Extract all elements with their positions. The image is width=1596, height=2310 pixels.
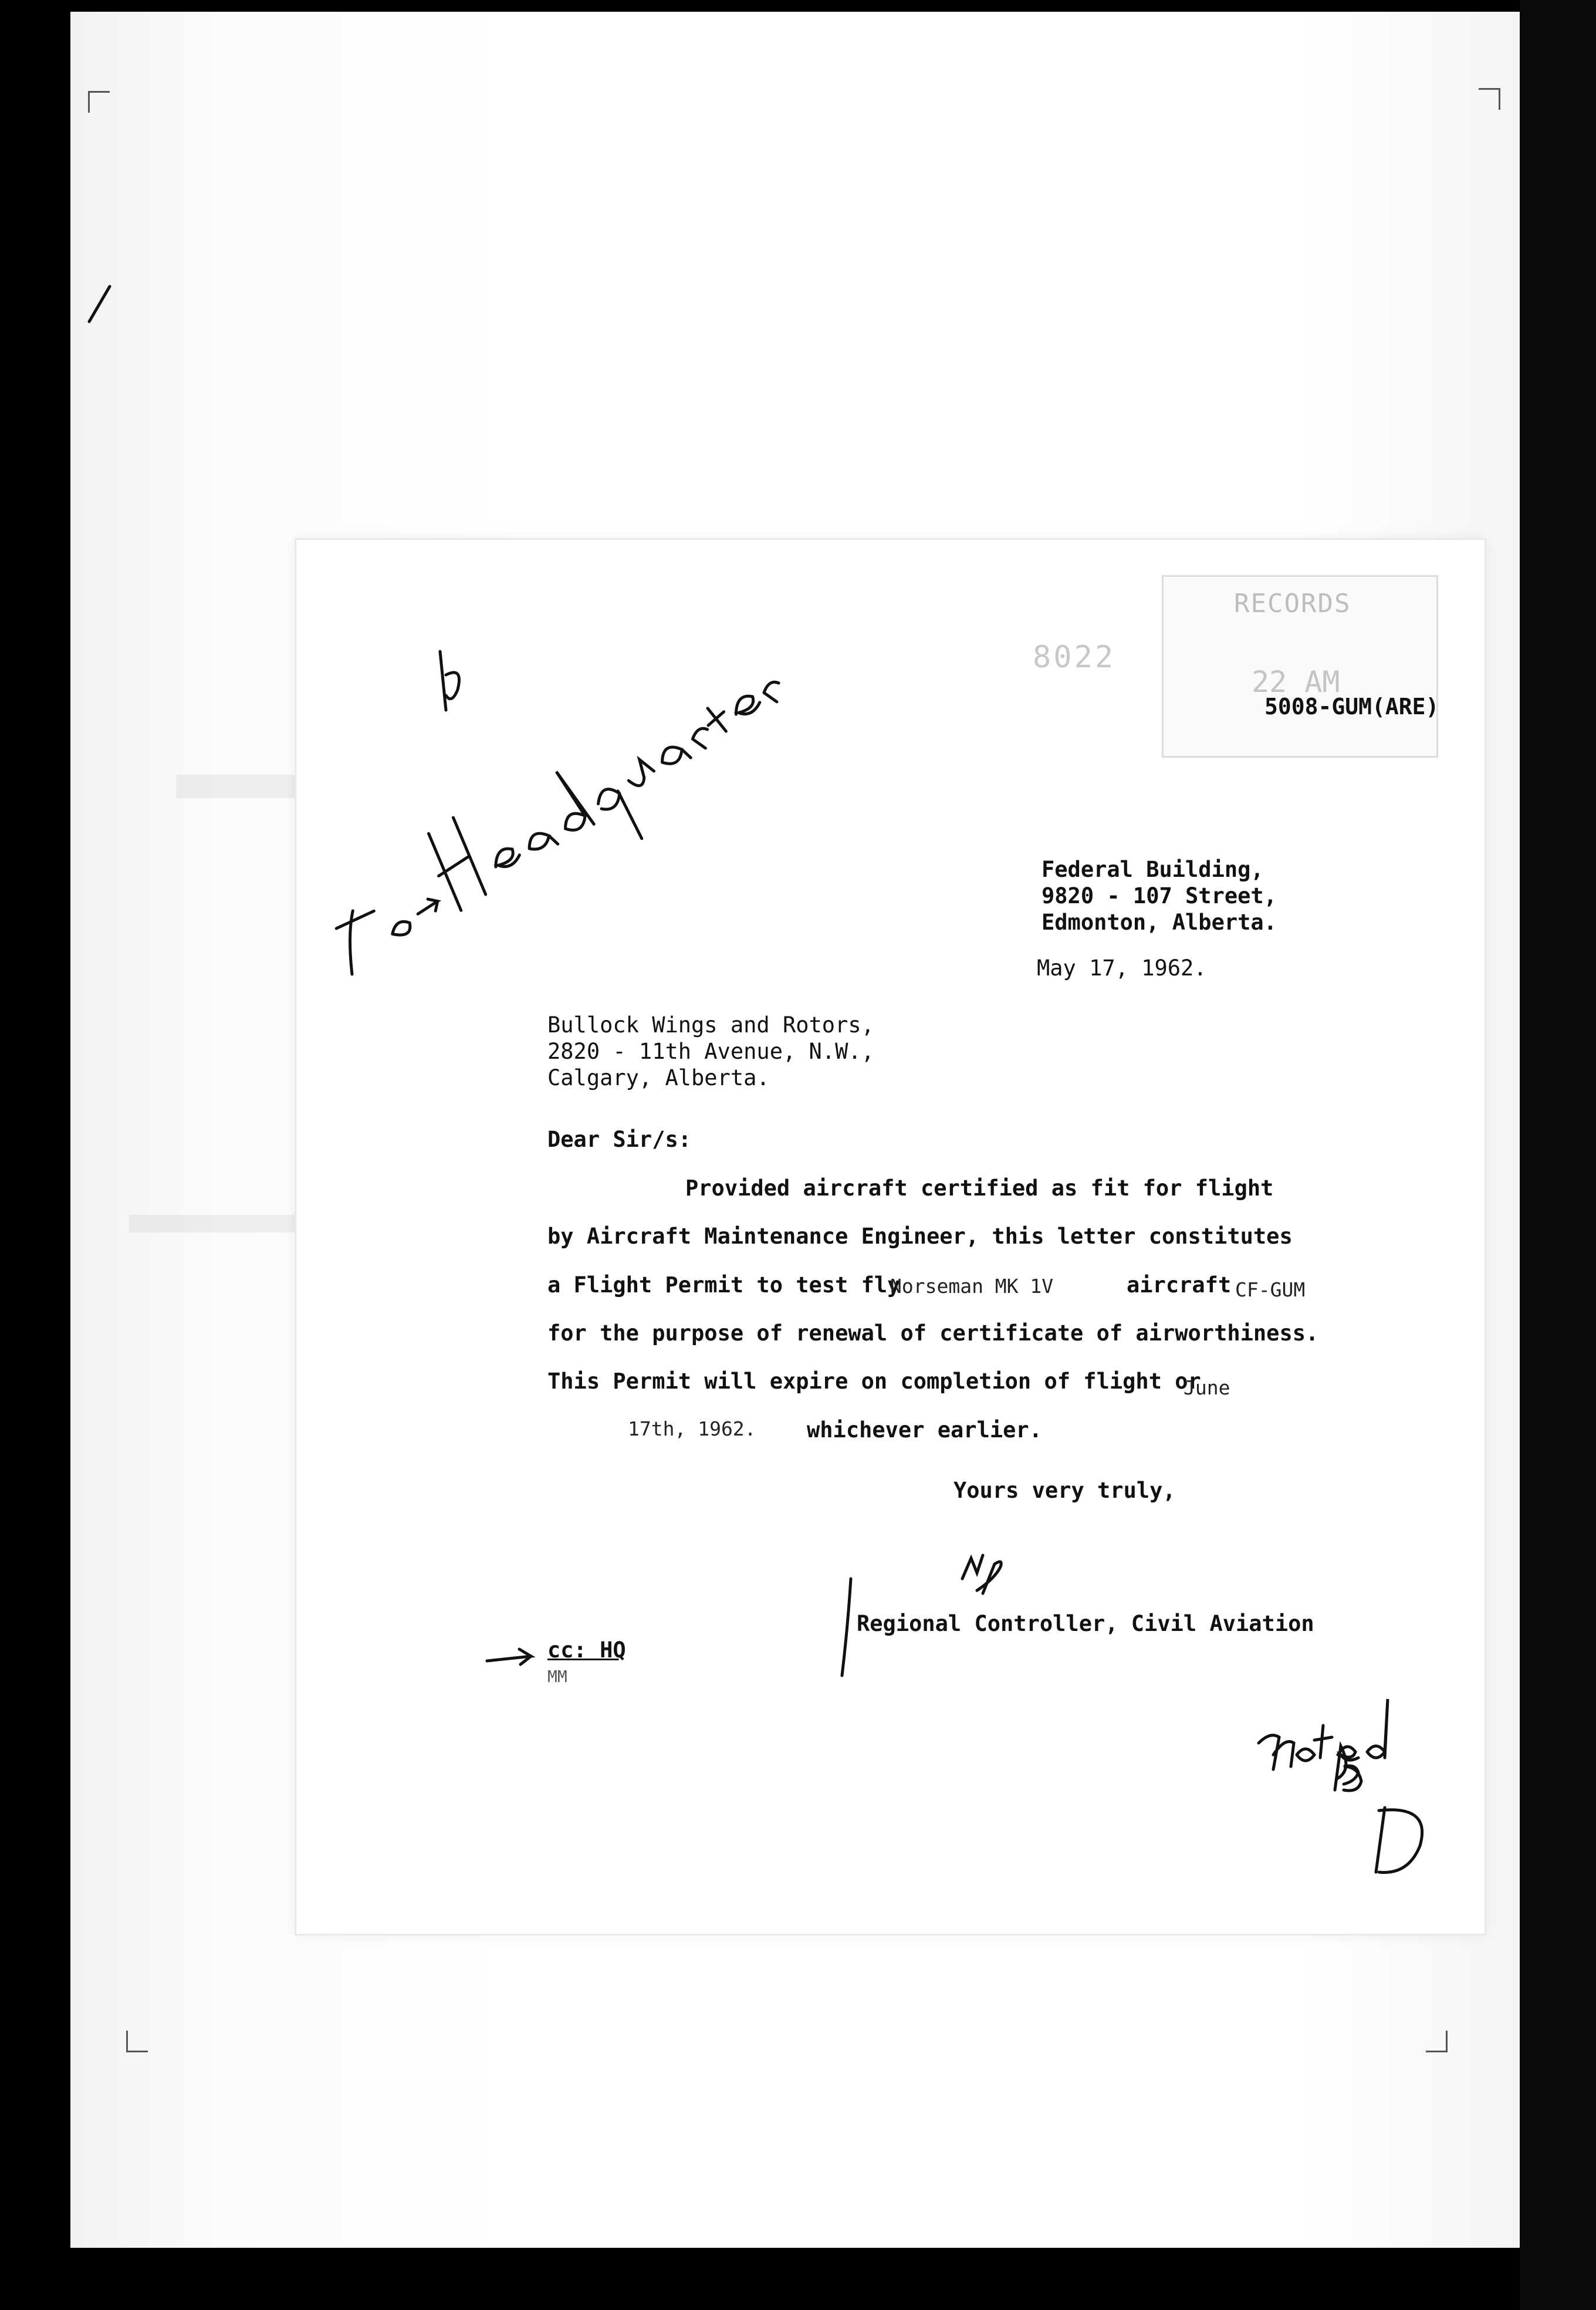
top-pen-mark [440,651,459,710]
cc-line: cc: HQ [547,1637,626,1663]
signature-title: Regional Controller, Civil Aviation [857,1611,1314,1636]
body-line3b: aircraft [1127,1272,1232,1298]
letter-date: May 17, 1962. [1037,955,1207,981]
expiry-month: June [1184,1376,1230,1399]
stamp-time: 22 AM [1252,665,1340,699]
handwritten-noted-lb [1259,1699,1422,1872]
body-line3a: a Flight Permit to test fly [547,1272,901,1298]
expiry-day: 17th, 1962. [628,1417,756,1440]
body-line6: whichever earlier. [807,1417,1042,1443]
sender-address-line2: 9820 - 107 Street, [1042,883,1277,909]
recipient-line3: Calgary, Alberta. [547,1065,770,1090]
handwritten-note-headquarters [310,629,809,1011]
sender-address-line1: Federal Building, [1042,857,1264,882]
recipient-line2: 2820 - 11th Avenue, N.W., [547,1039,874,1064]
file-reference: 5008-GUM(ARE) [1264,694,1439,720]
film-edge [1520,0,1596,2310]
body-line2: by Aircraft Maintenance Engineer, this letter constitutes [547,1224,1293,1249]
corner-tick [89,286,110,322]
body-line1: Provided aircraft certified as fit for flight [685,1176,1274,1201]
recipient-line1: Bullock Wings and Rotors, [547,1012,874,1038]
signature-scrawl [962,1555,1001,1593]
typist-initials: MM [547,1667,567,1686]
cc-arrow [487,1649,531,1664]
closing: Yours very truly, [953,1478,1176,1503]
sender-address-line3: Edmonton, Alberta. [1042,910,1277,935]
body-line5: This Permit will expire on completion of flight or [547,1369,1201,1394]
salutation: Dear Sir/s: [547,1127,692,1152]
handwritten-d-mark [1376,1808,1422,1872]
stamp-title: RECORDS [1234,589,1351,619]
aircraft-registration: CF-GUM [1235,1278,1306,1301]
signature-stroke [842,1579,851,1676]
aircraft-type: Norseman MK 1V [890,1275,1054,1298]
body-line4: for the purpose of renewal of certificate of airworthiness. [547,1321,1319,1346]
faint-file-number: 8022 [1033,640,1116,675]
